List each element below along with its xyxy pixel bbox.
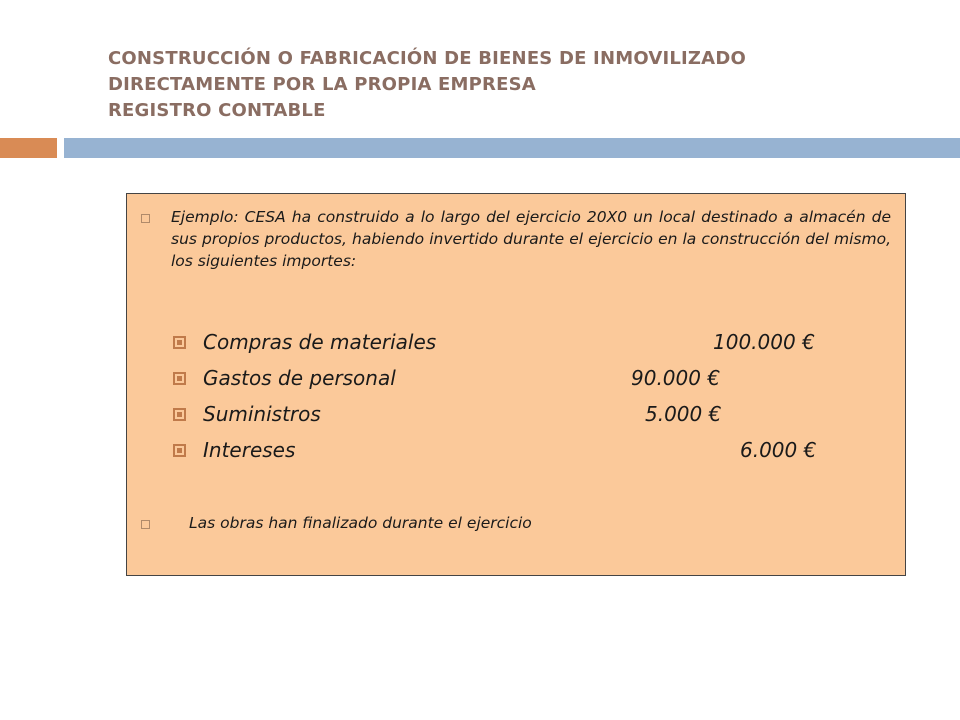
- final-note: [141, 512, 532, 534]
- item-amount: 90.000 €: [631, 366, 721, 390]
- title-line-1: CONSTRUCCIÓN O FABRICACIÓN DE BIENES DE INMOVILIZADO: [108, 48, 746, 69]
- list-item: [173, 396, 873, 432]
- filled-square-bullet-icon: [173, 336, 186, 349]
- item-amount: 100.000 €: [713, 330, 815, 354]
- item-label: Intereses: [203, 438, 296, 462]
- list-item: [173, 432, 873, 468]
- item-label: Gastos de personal: [203, 366, 396, 390]
- item-label: Compras de materiales: [203, 330, 437, 354]
- list-item: [173, 360, 873, 396]
- item-amount: 5.000 €: [645, 402, 722, 426]
- content-box: [126, 193, 906, 576]
- item-label: Suministros: [203, 402, 321, 426]
- square-bullet-icon: [141, 214, 150, 223]
- list-item: [173, 324, 873, 360]
- intro-paragraph: [141, 206, 891, 272]
- item-amount: 6.000 €: [740, 438, 817, 462]
- accent-bar-orange: [0, 138, 57, 158]
- slide-title: [108, 46, 928, 124]
- title-line-2: DIRECTAMENTE POR LA PROPIA EMPRESA: [108, 74, 536, 95]
- final-note-text: Las obras han finalizado durante el ejercicio: [189, 514, 532, 532]
- intro-text: Ejemplo: CESA ha construido a lo largo del ejercicio 20X0 un local destinado a almacén de sus propios productos, habiendo invertido durante el ejercicio en la construcción del mismo, los siguientes importes:: [171, 208, 891, 270]
- filled-square-bullet-icon: [173, 372, 186, 385]
- cost-list: [173, 324, 873, 468]
- accent-bar-blue: [64, 138, 960, 158]
- filled-square-bullet-icon: [173, 444, 186, 457]
- square-bullet-icon: [141, 520, 150, 529]
- filled-square-bullet-icon: [173, 408, 186, 421]
- title-line-3: REGISTRO CONTABLE: [108, 100, 326, 121]
